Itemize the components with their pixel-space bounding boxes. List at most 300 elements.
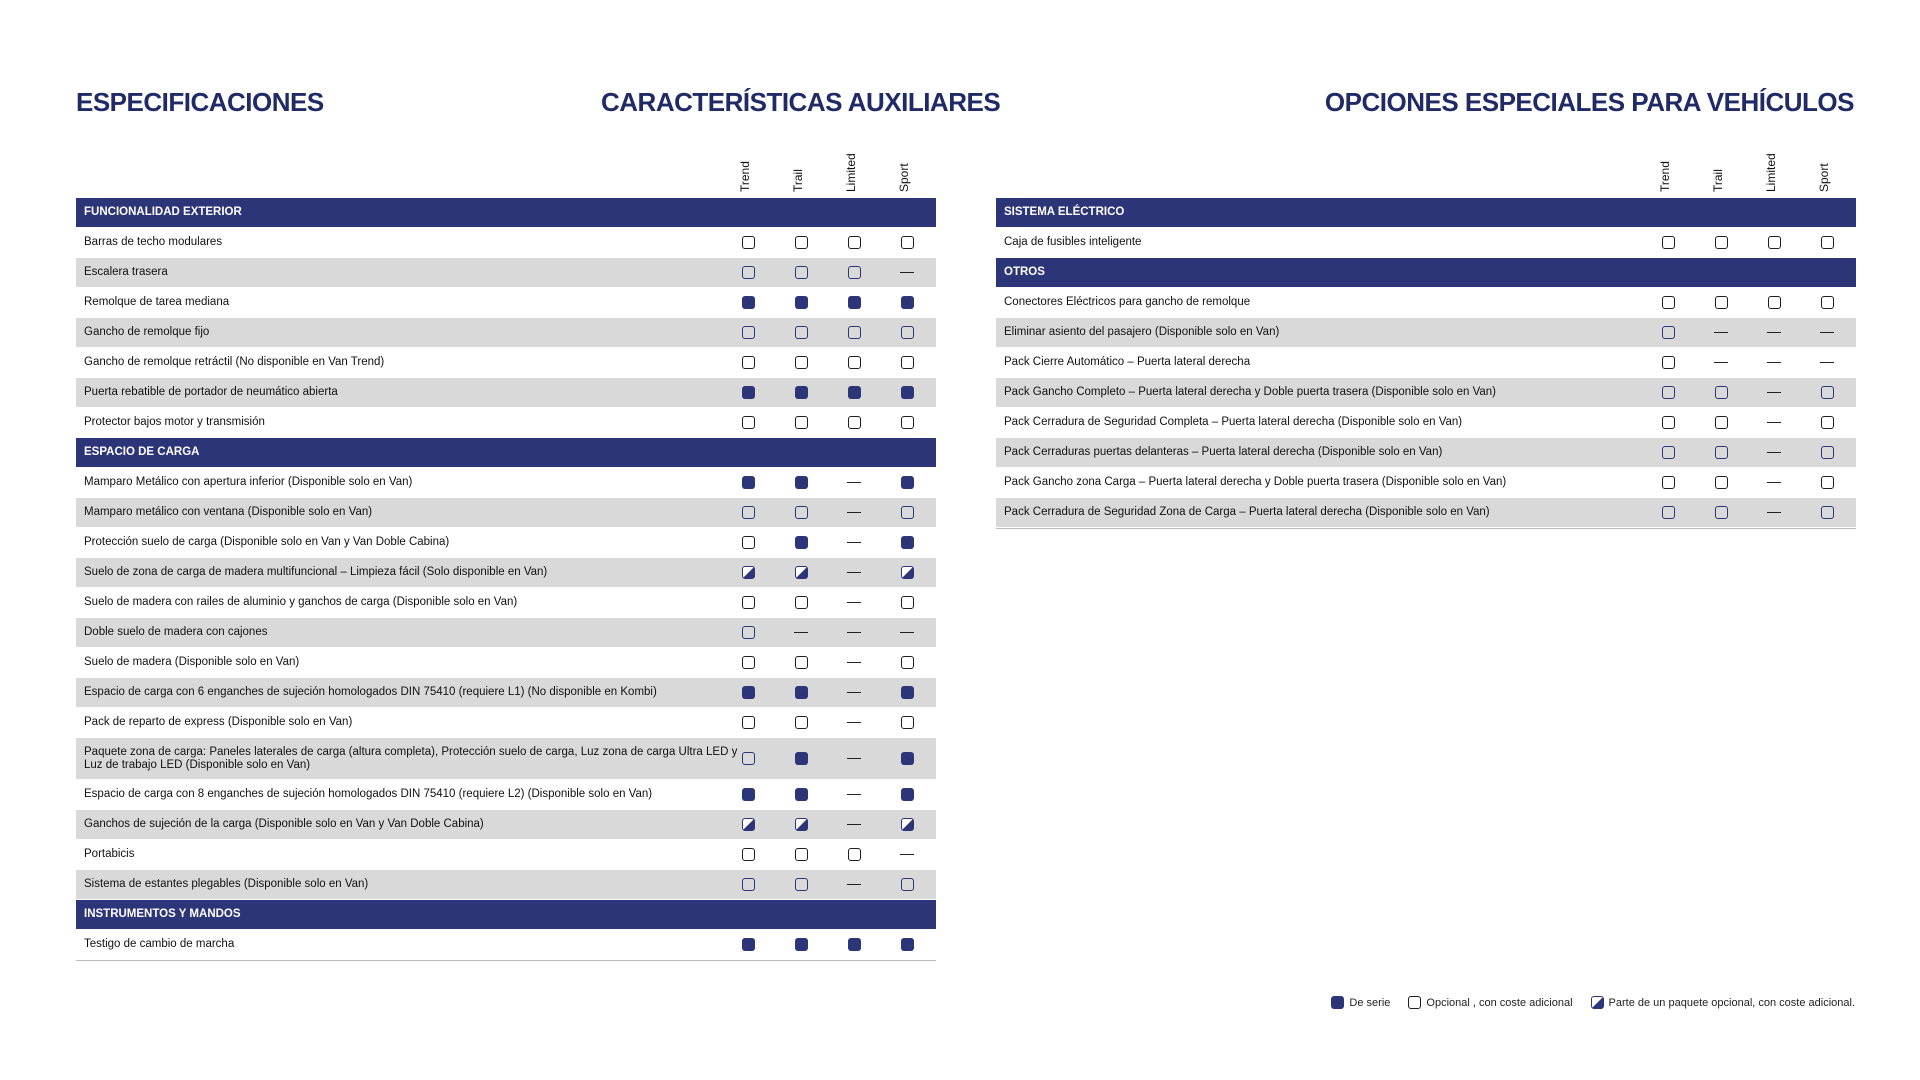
cell-limited: [842, 840, 866, 869]
cell-limited: [842, 678, 866, 707]
cell-sport: [1815, 378, 1839, 407]
standard-icon: [742, 476, 755, 489]
table-row: [76, 870, 936, 900]
table-row: [996, 318, 1856, 348]
cell-trail: [789, 678, 813, 707]
cell-sport: [1815, 348, 1839, 377]
optional-icon: [1715, 386, 1728, 399]
standard-icon: [795, 938, 808, 951]
optional-icon: [1662, 446, 1675, 459]
cell-sport: [895, 498, 919, 527]
not-available-icon: [847, 572, 861, 573]
cell-trail: [1709, 408, 1733, 437]
legend: [1331, 996, 1855, 1009]
section-header: [76, 198, 936, 228]
standard-icon: [901, 386, 914, 399]
optional-icon: [901, 596, 914, 609]
column-header-trend: Trend: [738, 161, 752, 192]
cell-trend: [736, 810, 760, 839]
optional-icon: [742, 356, 755, 369]
cell-trend: [736, 468, 760, 497]
cell-trend: [1656, 438, 1680, 467]
cell-limited: [1762, 438, 1786, 467]
cell-limited: [842, 228, 866, 257]
cell-trend: [1656, 408, 1680, 437]
column-header-trail: Trail: [791, 169, 805, 192]
not-available-icon: [1767, 422, 1781, 423]
cell-sport: [895, 810, 919, 839]
cell-trail: [1709, 378, 1733, 407]
optional-icon: [742, 506, 755, 519]
optional-icon: [1715, 416, 1728, 429]
optional-icon: [1715, 506, 1728, 519]
feature-label: Eliminar asiento del pasajero (Disponible solo en Van): [1004, 326, 1280, 338]
table-bottom-rule: [76, 960, 936, 961]
feature-label: Portabicis: [84, 848, 135, 860]
feature-label: Ganchos de sujeción de la carga (Disponible solo en Van y Van Doble Cabina): [84, 818, 484, 830]
optional-icon: [1821, 446, 1834, 459]
feature-label: Pack Cerradura de Seguridad Completa – Puerta lateral derecha (Disponible solo en Van): [1004, 416, 1463, 428]
cell-trail: [1709, 498, 1733, 527]
optional-icon: [848, 266, 861, 279]
cell-limited: [1762, 408, 1786, 437]
optional-icon: [901, 506, 914, 519]
optional-icon: [795, 848, 808, 861]
pack-icon: [901, 566, 914, 579]
table-row: [76, 468, 936, 498]
feature-label: Suelo de zona de carga de madera multifuncional – Limpieza fácil (Solo disponible en Van): [84, 566, 548, 578]
optional-icon: [1768, 236, 1781, 249]
left-table-rows: [76, 198, 936, 961]
cell-trail: [789, 870, 813, 899]
optional-icon: [1662, 236, 1675, 249]
optional-icon: [1662, 506, 1675, 519]
optional-icon: [795, 416, 808, 429]
cell-trend: [736, 678, 760, 707]
optional-icon: [1662, 296, 1675, 309]
not-available-icon: [847, 662, 861, 663]
optional-icon: [1821, 416, 1834, 429]
not-available-icon: [847, 692, 861, 693]
cell-limited: [842, 648, 866, 677]
cell-trend: [736, 870, 760, 899]
cell-sport: [895, 648, 919, 677]
feature-label: Pack Cerradura de Seguridad Zona de Carga – Puerta lateral derecha (Disponible solo en Van): [1004, 506, 1490, 518]
feature-label: Conectores Eléctricos para gancho de remolque: [1004, 296, 1251, 308]
column-header-limited: Limited: [844, 153, 858, 192]
feature-label: Protector bajos motor y transmisión: [84, 416, 265, 428]
cell-trail: [789, 468, 813, 497]
table-row: [996, 408, 1856, 438]
cell-trail: [1709, 348, 1733, 377]
heading-opciones-especiales: OPCIONES ESPECIALES PARA VEHÍCULOS: [1324, 87, 1854, 118]
table-row: [76, 708, 936, 738]
cell-trail: [789, 648, 813, 677]
optional-icon: [795, 326, 808, 339]
cell-limited: [842, 930, 866, 959]
optional-icon: [742, 878, 755, 891]
feature-label: Puerta rebatible de portador de neumático abierta: [84, 386, 338, 398]
optional-icon: [742, 416, 755, 429]
pack-icon: [901, 818, 914, 831]
table-row: [76, 618, 936, 648]
cell-sport: [1815, 288, 1839, 317]
standard-icon: [795, 536, 808, 549]
cell-limited: [1762, 288, 1786, 317]
cell-trend: [736, 738, 760, 779]
cell-sport: [895, 258, 919, 287]
table-bottom-rule: [996, 528, 1856, 529]
cell-trail: [1709, 288, 1733, 317]
cell-sport: [895, 228, 919, 257]
cell-limited: [842, 738, 866, 779]
cell-trail: [789, 708, 813, 737]
table-row: [996, 438, 1856, 468]
cell-trail: [789, 930, 813, 959]
legend-optional-label: Opcional , con coste adicional: [1426, 996, 1573, 1009]
feature-label: Pack Cierre Automático – Puerta lateral derecha: [1004, 356, 1251, 368]
cell-sport: [1815, 228, 1839, 257]
heading-especificaciones: ESPECIFICACIONES: [76, 87, 324, 118]
cell-limited: [842, 468, 866, 497]
cell-limited: [842, 588, 866, 617]
column-header-limited: Limited: [1764, 153, 1778, 192]
column-header-sport: Sport: [897, 163, 911, 192]
cell-trend: [736, 318, 760, 347]
cell-trend: [736, 648, 760, 677]
cell-sport: [895, 588, 919, 617]
optional-icon: [1715, 446, 1728, 459]
cell-trail: [789, 738, 813, 779]
standard-icon: [901, 296, 914, 309]
cell-sport: [895, 468, 919, 497]
feature-label: Suelo de madera con railes de aluminio y ganchos de carga (Disponible solo en Van): [84, 596, 518, 608]
standard-icon: [848, 938, 861, 951]
cell-limited: [842, 348, 866, 377]
standard-icon: [742, 686, 755, 699]
cell-sport: [1815, 408, 1839, 437]
table-row: [76, 498, 936, 528]
cell-limited: [842, 708, 866, 737]
optional-icon: [795, 716, 808, 729]
right-table-rows: [996, 198, 1856, 529]
feature-label: Espacio de carga con 8 enganches de sujeción homologados DIN 75410 (requiere L2) (Disponible solo en Van): [84, 788, 653, 800]
optional-icon: [795, 656, 808, 669]
table-row: [76, 678, 936, 708]
legend-pack-label: Parte de un paquete opcional, con coste adicional.: [1608, 996, 1855, 1009]
column-header-trend: Trend: [1658, 161, 1672, 192]
optional-icon: [901, 878, 914, 891]
table-row: [76, 228, 936, 258]
section-header: [76, 900, 936, 930]
optional-icon: [795, 596, 808, 609]
table-row: [76, 588, 936, 618]
standard-icon: [848, 296, 861, 309]
optional-icon: [1662, 416, 1675, 429]
cell-sport: [895, 840, 919, 869]
optional-icon: [742, 626, 755, 639]
cell-limited: [842, 498, 866, 527]
cell-sport: [1815, 438, 1839, 467]
cell-limited: [1762, 498, 1786, 527]
standard-icon: [901, 938, 914, 951]
not-available-icon: [1714, 332, 1728, 333]
left-column-headers: [76, 150, 936, 196]
cell-trail: [789, 528, 813, 557]
cell-trail: [789, 588, 813, 617]
optional-icon: [1662, 356, 1675, 369]
cell-trend: [1656, 378, 1680, 407]
not-available-icon: [847, 722, 861, 723]
optional-icon: [1768, 296, 1781, 309]
not-available-icon: [900, 854, 914, 855]
optional-icon: [795, 266, 808, 279]
standard-icon: [795, 476, 808, 489]
table-row: [76, 378, 936, 408]
table-row: [996, 498, 1856, 528]
optional-icon: [742, 656, 755, 669]
standard-icon: [742, 938, 755, 951]
standard-icon: [901, 788, 914, 801]
optional-icon: [795, 506, 808, 519]
optional-icon: [795, 356, 808, 369]
feature-label-line: Paquete zona de carga: Paneles laterales de carga (altura completa), Protección suelo de carga, Luz zona de carga Ultra LED y: [84, 745, 738, 758]
not-available-icon: [847, 632, 861, 633]
optional-icon: [1821, 296, 1834, 309]
legend-standard: [1331, 996, 1390, 1009]
not-available-icon: [794, 632, 808, 633]
cell-trail: [789, 318, 813, 347]
cell-limited: [842, 810, 866, 839]
cell-sport: [1815, 498, 1839, 527]
optional-icon: [742, 596, 755, 609]
feature-label: Protección suelo de carga (Disponible solo en Van y Van Doble Cabina): [84, 536, 450, 548]
cell-trend: [736, 588, 760, 617]
section-header: [996, 198, 1856, 228]
cell-trail: [789, 258, 813, 287]
optional-icon: [795, 236, 808, 249]
optional-icon: [1715, 236, 1728, 249]
standard-icon: [795, 752, 808, 765]
cell-trail: [789, 840, 813, 869]
optional-icon: [742, 326, 755, 339]
cell-sport: [895, 678, 919, 707]
optional-icon: [1715, 476, 1728, 489]
feature-label: Doble suelo de madera con cajones: [84, 626, 268, 638]
column-header-sport: Sport: [1817, 163, 1831, 192]
table-row: [76, 738, 936, 780]
not-available-icon: [1767, 362, 1781, 363]
pack-icon: [1591, 996, 1604, 1009]
not-available-icon: [847, 824, 861, 825]
not-available-icon: [1767, 512, 1781, 513]
optional-icon: [848, 326, 861, 339]
cell-sport: [895, 870, 919, 899]
section-title: INSTRUMENTOS Y MANDOS: [84, 908, 241, 920]
cell-sport: [895, 408, 919, 437]
optional-icon: [742, 848, 755, 861]
cell-trail: [789, 348, 813, 377]
standard-icon: [742, 296, 755, 309]
cell-trend: [736, 498, 760, 527]
table-row: [996, 378, 1856, 408]
cell-trail: [789, 498, 813, 527]
cell-trail: [1709, 438, 1733, 467]
cell-trail: [789, 810, 813, 839]
cell-trend: [1656, 228, 1680, 257]
section-header: [996, 258, 1856, 288]
optional-icon: [1821, 236, 1834, 249]
table-row: [76, 318, 936, 348]
cell-limited: [842, 870, 866, 899]
pack-icon: [742, 566, 755, 579]
pack-icon: [795, 818, 808, 831]
cell-sport: [895, 930, 919, 959]
optional-icon: [901, 326, 914, 339]
feature-label: Pack de reparto de express (Disponible solo en Van): [84, 716, 353, 728]
feature-label: Escalera trasera: [84, 266, 168, 278]
cell-sport: [895, 288, 919, 317]
standard-icon: [901, 686, 914, 699]
feature-label: Barras de techo modulares: [84, 236, 223, 248]
optional-icon: [1662, 326, 1675, 339]
standard-icon: [901, 476, 914, 489]
cell-trail: [789, 288, 813, 317]
pack-icon: [742, 818, 755, 831]
table-row: [76, 408, 936, 438]
cell-sport: [1815, 468, 1839, 497]
cell-limited: [842, 288, 866, 317]
cell-trend: [736, 228, 760, 257]
not-available-icon: [1714, 362, 1728, 363]
cell-trend: [736, 378, 760, 407]
standard-icon: [901, 752, 914, 765]
heading-caracteristicas-auxiliares: CARACTERÍSTICAS AUXILIARES: [601, 87, 1001, 118]
cell-trend: [1656, 288, 1680, 317]
optional-icon: [795, 878, 808, 891]
cell-limited: [1762, 378, 1786, 407]
feature-label: Espacio de carga con 6 enganches de sujeción homologados DIN 75410 (requiere L1) (No disponible en Kombi): [84, 686, 657, 698]
feature-label: Pack Gancho Completo – Puerta lateral derecha y Doble puerta trasera (Disponible solo en Van): [1004, 386, 1497, 398]
cell-trail: [789, 408, 813, 437]
cell-trend: [736, 258, 760, 287]
cell-trail: [1709, 468, 1733, 497]
feature-label-line: Luz de trabajo LED (Disponible solo en Van): [84, 758, 311, 771]
cell-trend: [1656, 348, 1680, 377]
standard-icon: [795, 788, 808, 801]
table-row: [76, 258, 936, 288]
standard-icon: [742, 386, 755, 399]
cell-trend: [736, 708, 760, 737]
cell-sport: [895, 558, 919, 587]
cell-limited: [842, 408, 866, 437]
cell-limited: [842, 528, 866, 557]
feature-label: Gancho de remolque fijo: [84, 326, 210, 338]
cell-sport: [895, 318, 919, 347]
cell-trend: [736, 618, 760, 647]
not-available-icon: [847, 482, 861, 483]
not-available-icon: [1767, 452, 1781, 453]
cell-limited: [842, 378, 866, 407]
standard-icon: [848, 386, 861, 399]
standard-icon: [795, 686, 808, 699]
cell-trail: [789, 618, 813, 647]
not-available-icon: [847, 542, 861, 543]
table-row: [76, 528, 936, 558]
not-available-icon: [1767, 392, 1781, 393]
optional-icon: [1408, 996, 1421, 1009]
optional-icon: [848, 416, 861, 429]
cell-trail: [1709, 228, 1733, 257]
cell-trend: [736, 930, 760, 959]
optional-icon: [742, 716, 755, 729]
not-available-icon: [1767, 482, 1781, 483]
cell-sport: [895, 618, 919, 647]
not-available-icon: [900, 632, 914, 633]
optional-icon: [848, 356, 861, 369]
table-row: [76, 810, 936, 840]
column-header-trail: Trail: [1711, 169, 1725, 192]
cell-sport: [895, 780, 919, 809]
optional-icon: [1821, 476, 1834, 489]
cell-sport: [895, 528, 919, 557]
standard-icon: [795, 386, 808, 399]
optional-icon: [1821, 506, 1834, 519]
feature-label: Sistema de estantes plegables (Disponible solo en Van): [84, 878, 369, 890]
cell-trend: [736, 348, 760, 377]
feature-label: Gancho de remolque retráctil (No disponible en Van Trend): [84, 356, 385, 368]
table-row: [76, 558, 936, 588]
standard-icon: [742, 788, 755, 801]
table-row: [996, 348, 1856, 378]
not-available-icon: [847, 602, 861, 603]
optional-icon: [848, 848, 861, 861]
feature-label: [76, 746, 737, 772]
table-row: [76, 840, 936, 870]
cell-trail: [789, 780, 813, 809]
section-title: ESPACIO DE CARGA: [84, 446, 200, 458]
feature-label: Suelo de madera (Disponible solo en Van): [84, 656, 300, 668]
feature-label: Testigo de cambio de marcha: [84, 938, 235, 950]
legend-optional: [1408, 996, 1572, 1009]
optional-icon: [1662, 476, 1675, 489]
cell-trend: [1656, 318, 1680, 347]
optional-icon: [742, 236, 755, 249]
cell-limited: [842, 558, 866, 587]
not-available-icon: [1767, 332, 1781, 333]
feature-label: Pack Gancho zona Carga – Puerta lateral derecha y Doble puerta trasera (Disponible solo en Van): [1004, 476, 1507, 488]
optional-icon: [901, 356, 914, 369]
table-row: [76, 288, 936, 318]
cell-trail: [1709, 318, 1733, 347]
cell-sport: [895, 378, 919, 407]
cell-limited: [1762, 228, 1786, 257]
standard-icon: [795, 296, 808, 309]
standard-icon: [901, 536, 914, 549]
section-title: OTROS: [1004, 266, 1045, 278]
section-title: FUNCIONALIDAD EXTERIOR: [84, 206, 242, 218]
not-available-icon: [847, 512, 861, 513]
cell-trend: [736, 528, 760, 557]
feature-label: Mamparo metálico con ventana (Disponible solo en Van): [84, 506, 373, 518]
section-title: SISTEMA ELÉCTRICO: [1004, 206, 1125, 218]
optional-icon: [901, 416, 914, 429]
optional-icon: [1662, 386, 1675, 399]
standard-icon: [1331, 996, 1344, 1009]
cell-trail: [789, 558, 813, 587]
cell-trail: [789, 378, 813, 407]
legend-pack: [1591, 996, 1855, 1009]
